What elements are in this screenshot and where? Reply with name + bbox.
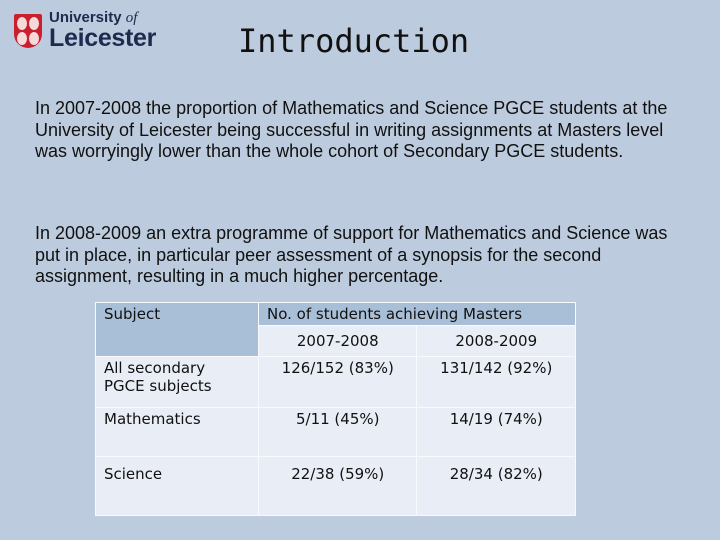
row-value-2007: 126/152 (83%) — [259, 357, 417, 408]
logo-wordmark — [49, 10, 156, 51]
row-subject: Mathematics — [96, 408, 259, 457]
year-header-2008: 2008-2009 — [417, 326, 576, 357]
row-value-2008: 28/34 (82%) — [417, 457, 576, 516]
table-row — [96, 408, 576, 457]
year-header-2007: 2007-2008 — [259, 326, 417, 357]
subject-header: Subject — [96, 303, 259, 357]
group-header: No. of students achieving Masters — [259, 303, 576, 326]
row-value-2007: 5/11 (45%) — [259, 408, 417, 457]
row-value-2008: 131/142 (92%) — [417, 357, 576, 408]
logo-line2: Leicester — [49, 24, 157, 52]
row-value-2007: 22/38 (59%) — [259, 457, 417, 516]
table-row — [96, 357, 576, 408]
row-subject: All secondary PGCE subjects — [96, 357, 259, 408]
university-logo — [14, 10, 156, 51]
table-header-row — [96, 303, 576, 326]
table-row — [96, 457, 576, 516]
slide-title: Introduction — [238, 22, 470, 60]
row-value-2008: 14/19 (74%) — [417, 408, 576, 457]
row-subject: Science — [96, 457, 259, 516]
logo-line1-of: of — [125, 10, 138, 26]
results-table — [95, 302, 576, 516]
paragraph-1: In 2007-2008 the proportion of Mathematics and Science PGCE students at the University of Leicester being successful in writing assignments at Masters level was worryingly lower than the whole cohort of Secondary PGCE students. — [35, 98, 668, 161]
paragraph-2: In 2008-2009 an extra programme of support for Mathematics and Science was put in place, in particular peer assessment of a synopsis for the second assignment, resulting in a much higher percentage. — [35, 223, 668, 286]
shield-icon — [14, 14, 42, 48]
logo-line1: University — [49, 9, 122, 26]
